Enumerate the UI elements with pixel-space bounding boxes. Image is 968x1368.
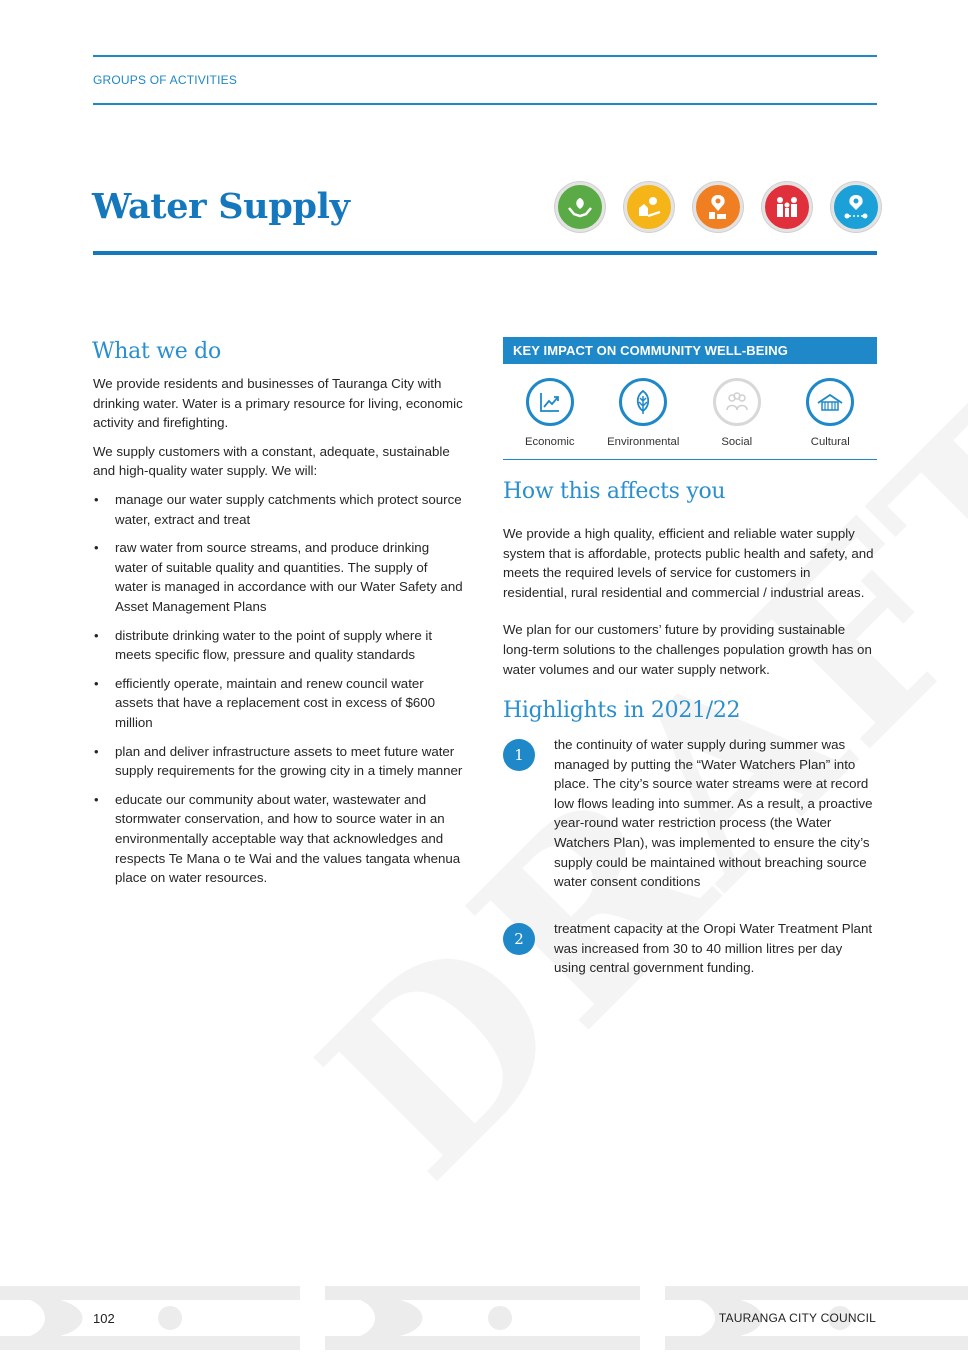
impact-label-economic: Economic bbox=[524, 436, 575, 448]
org-name: TAURANGA CITY COUNCIL bbox=[718, 1311, 876, 1325]
location-buildings-icon bbox=[693, 182, 743, 232]
family-people-icon bbox=[762, 182, 812, 232]
wellbeing-icons bbox=[555, 182, 881, 232]
how-affects-body bbox=[503, 524, 877, 688]
highlight-number-badge: 1 bbox=[503, 739, 535, 771]
impact-label-cultural: Cultural bbox=[810, 436, 850, 448]
marae-house-icon bbox=[806, 378, 854, 426]
activity-bullet-item bbox=[93, 742, 463, 781]
top-rule bbox=[93, 55, 877, 57]
bullet-marker: • bbox=[94, 627, 99, 643]
section-rule bbox=[93, 103, 877, 105]
impact-economic bbox=[503, 378, 597, 448]
bullet-text: manage our water supply catchments which protect source water, extract and treat bbox=[115, 492, 462, 527]
highlight-text: the continuity of water supply during summer was managed by putting the “Water Watchers Plan” into place. The city’s source water streams were at record low flows leading into summer. As a result, a proactive year-round water restriction process (the Water Watchers Plan), was implemented to ensure the city’s supply could be maintained without breaching source water consent conditions bbox=[554, 737, 873, 890]
highlight-text: treatment capacity at the Oropi Water Treatment Plant was increased from 30 to 40 million litres per day using central government funding. bbox=[554, 921, 873, 976]
leaf-icon bbox=[619, 378, 667, 426]
connected-location-icon bbox=[831, 182, 881, 232]
how-affects-para-2: We plan for our customers’ future by providing sustainable long-term solutions to the challenges population growth has on water volumes and our water supply network. bbox=[503, 622, 872, 677]
section-label: GROUPS OF ACTIVITIES bbox=[93, 73, 238, 87]
activity-bullet-item bbox=[93, 674, 463, 733]
what-we-do-para-1: We provide residents and businesses of Tauranga City with drinking water. Water is a primary resource for living, economic activity and firefighting. bbox=[93, 376, 463, 431]
key-impact-heading: KEY IMPACT ON COMMUNITY WELL-BEING bbox=[503, 337, 877, 364]
what-we-do-para-2: We supply customers with a constant, adequate, sustainable and high-quality water supply. We will: bbox=[93, 443, 450, 479]
impact-rule bbox=[503, 459, 877, 460]
page-title: Water Supply bbox=[92, 186, 350, 227]
title-rule bbox=[93, 251, 877, 255]
what-we-do-intro bbox=[93, 374, 463, 490]
key-impact-icons bbox=[503, 378, 877, 448]
bullet-text: plan and deliver infrastructure assets to meet future water supply requirements for the growing city in a timely manner bbox=[115, 743, 463, 779]
activity-bullet-item bbox=[93, 538, 463, 616]
activity-bullet-item bbox=[93, 626, 463, 665]
activity-bullet-item bbox=[93, 790, 463, 888]
people-group-icon bbox=[713, 378, 761, 426]
bullet-text: distribute drinking water to the point of supply where it meets specific flow, pressure and quality standards bbox=[115, 627, 433, 663]
highlight-item bbox=[503, 919, 877, 978]
what-we-do-heading: What we do bbox=[92, 339, 221, 364]
bullet-text: educate our community about water, wastewater and stormwater conservation, and how to source water in an environmentally acceptable way that acknowledges and respects Te Mana o te Wai and the values tangata whenua place on water resources. bbox=[115, 791, 461, 886]
bullet-marker: • bbox=[94, 791, 99, 807]
impact-environmental bbox=[597, 378, 691, 448]
bullet-marker: • bbox=[94, 675, 99, 691]
how-affects-para-1: We provide a high quality, efficient and reliable water supply system that is affordable, protects public health and safety, and meets the required levels of service for customers in residential, rural residential and commercial / industrial areas. bbox=[503, 526, 874, 600]
sunrise-community-icon bbox=[624, 182, 674, 232]
bullet-text: raw water from source streams, and produce drinking water of suitable quality and quantities. The supply of water is managed in accordance with our Water Safety and Asset Management Plans bbox=[115, 540, 463, 614]
how-affects-heading: How this affects you bbox=[503, 479, 726, 504]
environmental-hands-icon bbox=[555, 182, 605, 232]
highlight-item bbox=[503, 735, 877, 892]
page-number: 102 bbox=[93, 1311, 115, 1326]
chart-growth-icon bbox=[526, 378, 574, 426]
activities-list bbox=[93, 490, 463, 897]
activity-bullet-item bbox=[93, 490, 463, 529]
bullet-text: efficiently operate, maintain and renew council water assets that have a replacement cost in excess of $600 million bbox=[115, 675, 436, 730]
impact-cultural bbox=[784, 378, 878, 448]
impact-label-environmental: Environmental bbox=[607, 436, 680, 448]
bullet-marker: • bbox=[94, 492, 99, 507]
impact-social bbox=[690, 378, 784, 448]
highlight-number-badge: 2 bbox=[503, 923, 535, 955]
bullet-marker: • bbox=[94, 743, 99, 759]
impact-label-social: Social bbox=[721, 436, 753, 448]
highlights-heading: Highlights in 2021/22 bbox=[503, 698, 741, 723]
bullet-marker: • bbox=[94, 540, 99, 556]
